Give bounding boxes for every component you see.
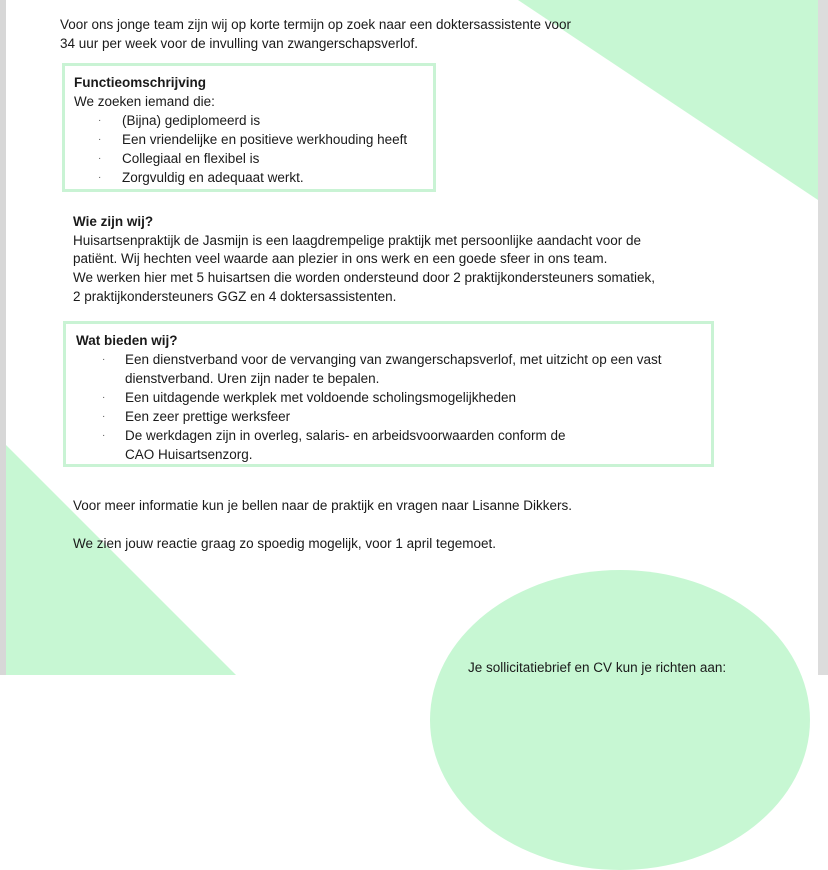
bieden-title: Wat bieden wij? — [76, 333, 178, 348]
intro-line-1: Voor ons jonge team zijn wij op korte termijn op zoek naar een doktersassistente voor — [60, 17, 572, 32]
info-text: Voor meer informatie kun je bellen naar de praktijk en vragen naar Lisanne Dikkers. — [73, 498, 573, 513]
list-item: · Een vriendelijke en positieve werkhouding heeft — [98, 132, 408, 147]
bullet-icon: · — [102, 430, 106, 441]
bieden-box — [63, 321, 714, 467]
wie-line-3: We werken hier met 5 huisartsen die worden ondersteund door 2 praktijkondersteuners somatiek, — [73, 270, 656, 285]
list-item-continuation: dienstverband. Uren zijn nader te bepalen. — [125, 371, 380, 386]
reactie-text: We zien jouw reactie graag zo spoedig mogelijk, voor 1 april tegemoet. — [73, 536, 496, 551]
page-edge-left — [0, 0, 6, 675]
list-item: · Een zeer prettige werksfeer — [102, 409, 291, 424]
list-item-continuation: CAO Huisartsenzorg. — [125, 447, 253, 462]
functie-box — [62, 63, 436, 192]
wie-line-2: patiënt. Wij hechten veel waarde aan plezier in ons werk en een goede sfeer in ons team. — [73, 251, 608, 266]
intro-line-2: 34 uur per week voor de invulling van zwangerschapsverlof. — [60, 36, 418, 51]
bullet-icon: · — [98, 153, 102, 164]
list-item: · (Bijna) gediplomeerd is — [98, 113, 261, 128]
list-item: · De werkdagen zijn in overleg, salaris- en arbeidsvoorwaarden conform de — [102, 428, 566, 443]
list-item: · Een dienstverband voor de vervanging van zwangerschapsverlof, met uitzicht op een vast — [102, 352, 662, 367]
wie-line-1: Huisartsenpraktijk de Jasmijn is een laagdrempelige praktijk met persoonlijke aandacht voor de — [73, 233, 642, 248]
list-item: · Zorgvuldig en adequaat werkt. — [98, 170, 304, 185]
bullet-icon: · — [102, 411, 106, 422]
bullet-icon: · — [102, 354, 106, 365]
bullet-icon: · — [98, 134, 102, 145]
bullet-icon: · — [102, 392, 106, 403]
functie-lead: We zoeken iemand die: — [74, 94, 215, 109]
page-edge-right — [818, 0, 828, 675]
sollicitatie-text: Je sollicitatiebrief en CV kun je richten aan: — [468, 660, 727, 675]
decorative-circle-bottom — [430, 570, 810, 870]
bieden-list — [102, 350, 702, 464]
list-item: · Een uitdagende werkplek met voldoende scholingsmogelijkheden — [102, 390, 517, 405]
wie-line-4: 2 praktijkondersteuners GGZ en 4 doktersassistenten. — [73, 289, 397, 304]
list-item: · Collegiaal en flexibel is — [98, 151, 260, 166]
wie-title: Wie zijn wij? — [73, 214, 154, 229]
bullet-icon: · — [98, 115, 102, 126]
functie-title: Functieomschrijving — [74, 75, 207, 90]
bullet-icon: · — [98, 172, 102, 183]
decorative-triangle-bottom-left — [6, 445, 236, 675]
functie-list — [98, 111, 428, 187]
